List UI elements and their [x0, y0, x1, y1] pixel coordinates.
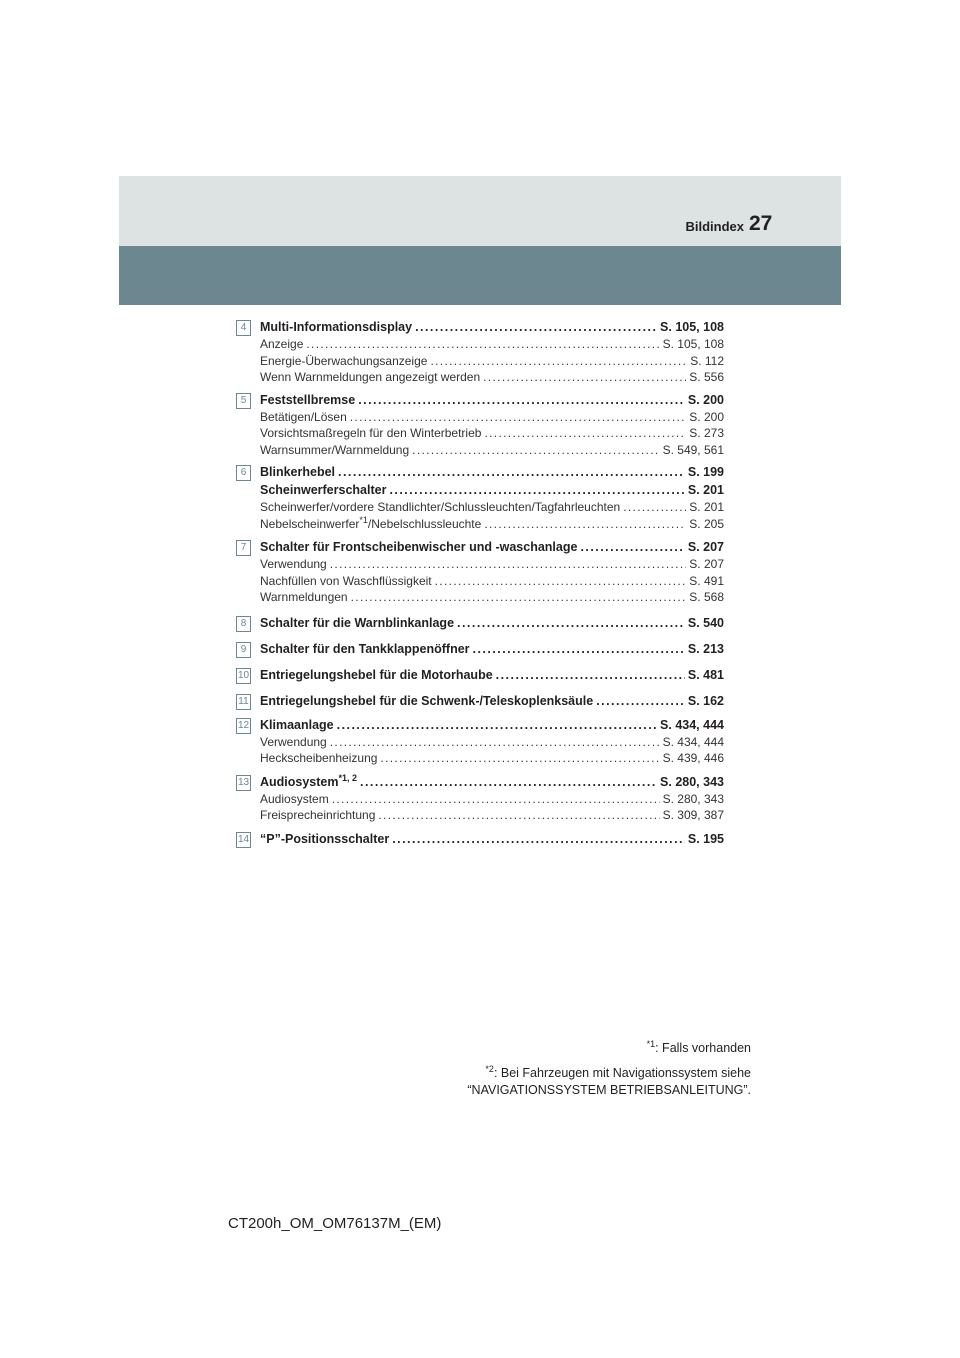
- index-group: [236, 640, 724, 658]
- index-group: [236, 463, 724, 532]
- index-entry: [260, 640, 724, 658]
- entry-label: [260, 614, 454, 632]
- entry-label-text: Nebelscheinwerfer: [260, 516, 360, 531]
- index-entry: [260, 692, 724, 710]
- page-reference: S. 491: [689, 573, 724, 588]
- dot-leader: [360, 773, 657, 791]
- entry-label: [260, 556, 327, 573]
- index-entries: [236, 318, 724, 848]
- index-entry: [260, 318, 724, 336]
- page-reference: S. 105, 108: [660, 320, 724, 334]
- entry-label: [260, 481, 386, 499]
- index-subentry: [260, 353, 724, 370]
- entry-label: [260, 573, 432, 590]
- page-reference: S. 201: [687, 483, 724, 497]
- page-reference: S. 309, 387: [662, 808, 724, 822]
- page-reference: S. 201: [689, 500, 724, 514]
- index-subentry: [260, 499, 724, 516]
- index-group: [236, 538, 724, 606]
- dot-leader: [484, 516, 686, 533]
- entry-label: [260, 391, 355, 409]
- dot-leader: [330, 556, 687, 573]
- entry-label: [260, 463, 335, 481]
- footnote-1-text: : Falls vorhanden: [655, 1041, 751, 1055]
- index-group: [236, 666, 724, 684]
- page-reference: S. 540: [687, 615, 724, 630]
- dot-leader: [380, 750, 659, 767]
- entry-label-text: Nachfüllen von Waschflüssigkeit: [260, 573, 432, 588]
- dot-leader: [351, 589, 687, 606]
- page-reference: S. 207: [687, 540, 724, 554]
- entry-label: [260, 640, 470, 658]
- entry-label-text: Heckscheibenheizung: [260, 751, 378, 765]
- entry-label-text: Audiosystem: [260, 791, 329, 806]
- index-subentry: [260, 791, 724, 808]
- header-band-light: [119, 176, 841, 246]
- footnote-1-mark: *1: [646, 1038, 656, 1049]
- dot-leader: [358, 391, 685, 409]
- page-reference: S. 434, 444: [660, 717, 724, 732]
- footnote-2: [467, 1065, 751, 1099]
- dot-leader: [350, 409, 687, 426]
- callout-number-badge: 8: [236, 616, 251, 632]
- entry-label: [260, 734, 327, 751]
- index-entry: [260, 773, 724, 791]
- entry-label-text: Entriegelungshebel für die Motorhaube: [260, 667, 493, 682]
- dot-leader: [484, 425, 686, 442]
- entry-label-text: Feststellbremse: [260, 392, 356, 407]
- dot-leader: [332, 791, 660, 808]
- index-group: [236, 830, 724, 848]
- dot-leader: [412, 442, 659, 459]
- index-group: [236, 391, 724, 459]
- entry-label: [260, 830, 389, 848]
- index-group: [236, 614, 724, 632]
- entry-label-text: Verwendung: [260, 557, 327, 571]
- entry-label-text: Verwendung: [260, 734, 327, 749]
- page-reference: S. 105, 108: [662, 337, 724, 351]
- dot-leader: [389, 481, 684, 499]
- footnote-reference: *1, 2: [338, 772, 358, 783]
- index-subentry: [260, 750, 724, 767]
- page-reference: S. 439, 446: [662, 751, 724, 765]
- entry-label: [260, 589, 348, 606]
- entry-label-text: Freisprecheinrichtung: [260, 808, 376, 822]
- index-entry: [260, 716, 724, 734]
- index-group: [236, 318, 724, 386]
- dot-leader: [623, 499, 686, 516]
- index-subentry: [260, 734, 724, 751]
- entry-label-text: Wenn Warnmeldungen angezeigt werden: [260, 370, 481, 384]
- entry-label: [260, 807, 375, 824]
- callout-number-badge: 13: [236, 775, 251, 791]
- page-reference: S. 213: [687, 641, 724, 656]
- index-group: [236, 692, 724, 710]
- page-reference: S. 481: [687, 667, 724, 682]
- entry-label-text: “P”-Positionsschalter: [260, 831, 390, 846]
- entry-label: [260, 538, 577, 556]
- callout-number-badge: 7: [236, 540, 251, 556]
- callout-number-badge: 6: [236, 465, 251, 481]
- footnote-2-text: : Bei Fahrzeugen mit Navigationssystem siehe: [493, 1066, 751, 1080]
- index-subentry: [260, 409, 724, 426]
- dot-leader: [338, 463, 685, 481]
- callout-number-badge: 9: [236, 642, 251, 658]
- page-reference: S. 273: [689, 426, 724, 440]
- entry-label: [260, 425, 481, 442]
- index-entry: [260, 830, 724, 848]
- entry-label: [260, 750, 377, 767]
- index-group: [236, 716, 724, 767]
- index-subentry: [260, 516, 724, 533]
- page-number: 27: [749, 212, 773, 235]
- entry-label: [260, 442, 409, 459]
- footnote-reference: *1: [359, 514, 368, 525]
- entry-label-text: Schalter für die Warnblinkanlage: [260, 615, 455, 630]
- dot-leader: [435, 573, 687, 590]
- index-subentry: [260, 589, 724, 606]
- page-reference: S. 195: [687, 831, 724, 846]
- dot-leader: [392, 830, 685, 848]
- index-subentry: [260, 807, 724, 824]
- dot-leader: [378, 807, 659, 824]
- index-subentry: [260, 556, 724, 573]
- index-entry: [260, 614, 724, 632]
- callout-number-badge: 14: [236, 832, 251, 848]
- dot-leader: [337, 716, 657, 734]
- entry-label-text: Schalter für Frontscheibenwischer und -waschanlage: [260, 540, 578, 554]
- index-entry: [260, 481, 724, 499]
- entry-label-text: Vorsichtsmaßregeln für den Winterbetrieb: [260, 426, 482, 440]
- footnote-2-mark: *2: [485, 1063, 494, 1074]
- dot-leader: [483, 369, 686, 386]
- callout-number-badge: 10: [236, 668, 251, 684]
- entry-label-text: Scheinwerfer/vordere Standlichter/Schlussleuchten/Tagfahrleuchten: [260, 500, 621, 514]
- entry-label-text: Schalter für den Tankklappenöffner: [260, 641, 470, 656]
- footnote-2-line2: “NAVIGATIONSSYSTEM BETRIEBSANLEITUNG”.: [467, 1083, 751, 1097]
- entry-label-suffix: /Nebelschlussleuchte: [367, 516, 482, 531]
- entry-label: [260, 516, 481, 533]
- entry-label: [260, 791, 329, 808]
- dot-leader: [457, 614, 685, 632]
- document-code: CT200h_OM_OM76137M_(EM): [228, 1215, 442, 1232]
- index-entry: [260, 463, 724, 481]
- page-reference: S. 200: [689, 409, 724, 424]
- dot-leader: [496, 666, 685, 684]
- callout-number-badge: 4: [236, 320, 251, 336]
- page-reference: S. 200: [687, 392, 724, 407]
- entry-label: [260, 692, 593, 710]
- index-entry: [260, 538, 724, 556]
- page-reference: S. 199: [687, 465, 724, 479]
- page-reference: S. 280, 343: [662, 791, 724, 806]
- index-entry: [260, 666, 724, 684]
- entry-label-text: Klimaanlage: [260, 717, 334, 732]
- entry-label-text: Warnmeldungen: [260, 590, 348, 604]
- dot-leader: [430, 353, 687, 370]
- entry-label: [260, 666, 493, 684]
- footnote-1: [467, 1040, 751, 1057]
- entry-label-text: Scheinwerferschalter: [260, 483, 387, 497]
- entry-label: [260, 336, 303, 353]
- index-subentry: [260, 369, 724, 386]
- dot-leader: [330, 734, 660, 751]
- index-subentry: [260, 442, 724, 459]
- entry-label: [260, 353, 427, 370]
- page-reference: S. 162: [687, 693, 724, 708]
- entry-label-text: Warnsummer/Warnmeldung: [260, 442, 410, 457]
- callout-number-badge: 12: [236, 718, 251, 734]
- callout-number-badge: 11: [236, 694, 251, 710]
- page-reference: S. 207: [689, 557, 724, 571]
- index-subentry: [260, 336, 724, 353]
- page-reference: S. 549, 561: [662, 442, 724, 457]
- entry-label-text: Betätigen/Lösen: [260, 409, 347, 424]
- footnotes: [467, 1040, 751, 1099]
- callout-number-badge: 5: [236, 393, 251, 409]
- dot-leader: [473, 640, 685, 658]
- dot-leader: [596, 692, 685, 710]
- section-title: Bildindex: [685, 219, 744, 234]
- entry-label: [260, 369, 480, 386]
- entry-label-text: Energie-Überwachungsanzeige: [260, 353, 428, 368]
- entry-label: [260, 318, 412, 336]
- entry-label: [260, 409, 347, 426]
- page-reference: S. 434, 444: [662, 734, 724, 749]
- entry-label: [260, 499, 620, 516]
- page-reference: S. 568: [689, 590, 724, 604]
- page-reference: S. 280, 343: [660, 774, 724, 789]
- entry-label-text: Entriegelungshebel für die Schwenk-/Teleskoplenksäule: [260, 693, 594, 708]
- entry-label: [260, 773, 357, 791]
- index-subentry: [260, 425, 724, 442]
- header-band-dark: [119, 246, 841, 305]
- dot-leader: [415, 318, 657, 336]
- index-group: [236, 773, 724, 824]
- entry-label-text: Blinkerhebel: [260, 465, 336, 479]
- page-reference: S. 205: [689, 516, 724, 531]
- entry-label: [260, 716, 334, 734]
- entry-label-text: Audiosystem: [260, 774, 339, 789]
- entry-label-text: Multi-Informationsdisplay: [260, 320, 413, 334]
- entry-label-text: Anzeige: [260, 337, 304, 351]
- dot-leader: [306, 336, 659, 353]
- page-reference: S. 556: [689, 370, 724, 384]
- index-entry: [260, 391, 724, 409]
- index-subentry: [260, 573, 724, 590]
- page-reference: S. 112: [690, 353, 724, 368]
- dot-leader: [580, 538, 684, 556]
